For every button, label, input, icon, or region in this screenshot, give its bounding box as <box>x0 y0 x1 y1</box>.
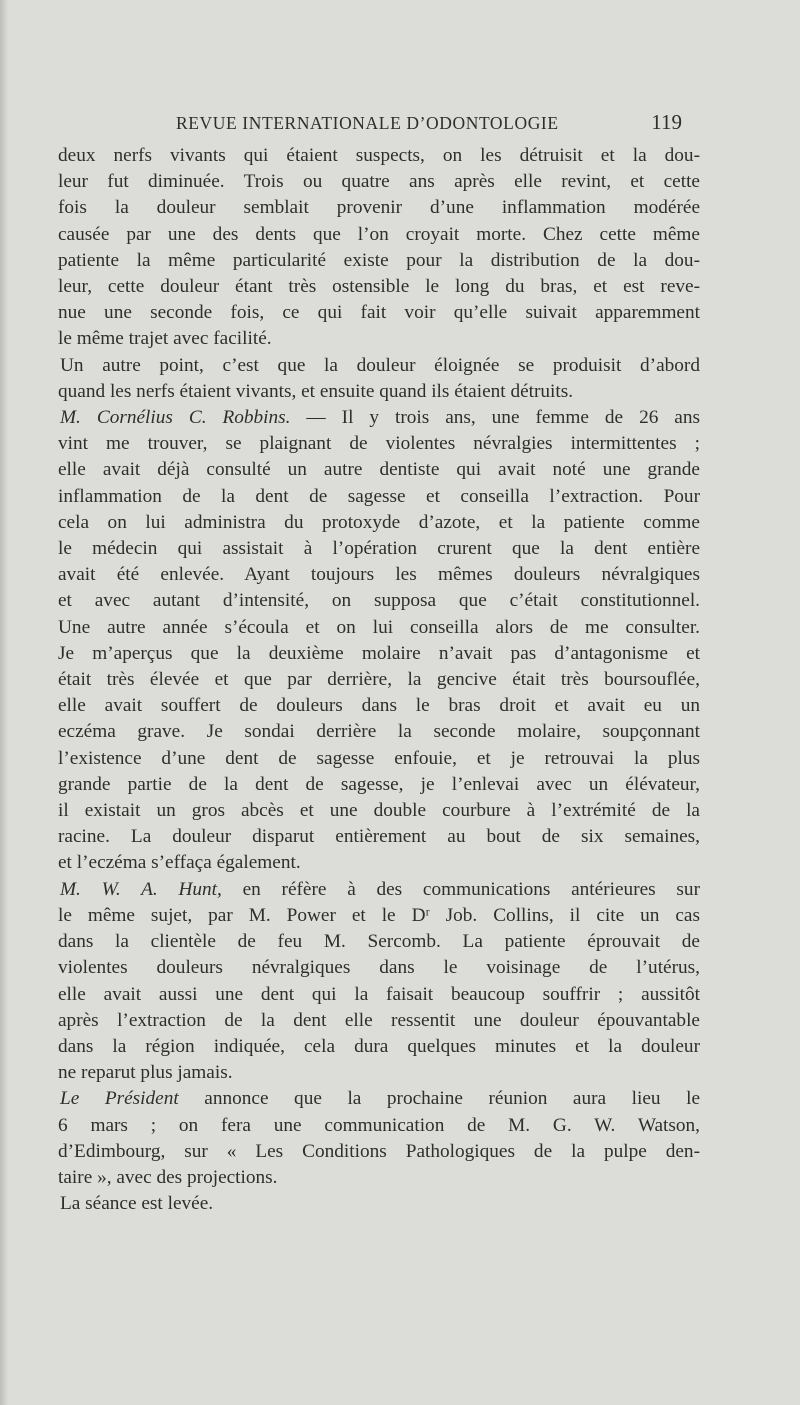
text-line: taire », avec des projections. <box>58 1166 278 1188</box>
text-line: avait été enlevée. Ayant toujours les mêmes douleurs névralgiques <box>58 564 700 586</box>
text-line: nue une seconde fois, ce qui fait voir qu’elle suivait apparemment <box>58 302 700 324</box>
text-line: quand les nerfs étaient vivants, et ensuite quand ils étaient détruits. <box>58 380 574 402</box>
text-line: et l’eczéma s’effaça également. <box>58 852 301 874</box>
text-line: vint me trouver, se plaignant de violentes névralgies intermittentes ; <box>58 433 700 455</box>
text-line: patiente la même particularité existe pour la distribution de la dou- <box>58 249 700 271</box>
text-line: elle avait souffert de douleurs dans le bras droit et avait eu un <box>58 695 700 717</box>
page-edge-shadow <box>0 0 8 1405</box>
speaker-name: M. Cornélius C. Robbins. <box>60 407 291 429</box>
text-line: dans la clientèle de feu M. Sercomb. La patiente éprouvait de <box>58 931 700 953</box>
page-number: 119 <box>651 110 682 134</box>
text-line: ne reparut plus jamais. <box>58 1062 233 1084</box>
text-line: le même trajet avec facilité. <box>58 328 272 350</box>
text-line: La séance est levée. <box>60 1193 214 1215</box>
text-line: Un autre point, c’est que la douleur éloignée se produisit d’abord <box>60 354 700 376</box>
text-line: il existait un gros abcès et une double courbure à l’extrémité de la <box>58 800 700 822</box>
text-line-rest: annonce que la prochaine réunion aura lieu le <box>178 1088 700 1110</box>
text-line: dans la région indiquée, cela dura quelques minutes et la douleur <box>58 1035 700 1057</box>
text-line: et avec autant d’intensité, on supposa que c’était constitutionnel. <box>58 590 700 612</box>
text-line-rest: en réfère à des communications antérieures sur <box>221 878 700 900</box>
text-line: 6 mars ; on fera une communication de M. G. W. Watson, <box>58 1114 700 1136</box>
text-line: deux nerfs vivants qui étaient suspects, on les détruisit et la dou- <box>58 145 700 166</box>
text-line <box>58 405 700 431</box>
text-line: elle avait déjà consulté un autre dentiste qui avait noté une grande <box>58 459 700 481</box>
text-line: elle avait aussi une dent qui la faisait beaucoup souffrir ; aussitôt <box>58 983 700 1005</box>
text-line-rest: — Il y trois ans, une femme de 26 ans <box>290 407 700 429</box>
text-line: l’existence d’une dent de sagesse enfouie, et je retrouvai la plus <box>58 747 700 769</box>
text-line: le même sujet, par M. Power et le Dʳ Job. Collins, il cite un cas <box>58 904 700 926</box>
speaker-name: M. W. A. Hunt, <box>60 878 222 900</box>
text-line: Je m’aperçus que la deuxième molaire n’avait pas d’antagonisme et <box>58 642 700 664</box>
text-line: leur, cette douleur étant très ostensible le long du bras, et est reve- <box>58 276 700 298</box>
text-line: causée par une des dents que l’on croyait morte. Chez cette même <box>58 223 700 245</box>
text-line: violentes douleurs névralgiques dans le voisinage de l’utérus, <box>58 957 700 979</box>
text-line: inflammation de la dent de sagesse et conseilla l’extraction. Pour <box>58 485 700 507</box>
text-line <box>58 877 700 903</box>
body-text <box>58 143 700 1217</box>
text-line: après l’extraction de la dent elle ressentit une douleur épouvantable <box>58 1009 700 1031</box>
text-line: était très élevée et que par derrière, la gencive était très boursouflée, <box>58 669 700 691</box>
speaker-name: Le Président <box>60 1088 179 1110</box>
text-line: le médecin qui assistait à l’opération crurent que la dent entière <box>58 538 700 560</box>
text-line: racine. La douleur disparut entièrement au bout de six semaines, <box>58 826 700 848</box>
text-line: fois la douleur semblait provenir d’une inflammation modérée <box>58 197 700 219</box>
text-line: grande partie de la dent de sagesse, je l’enlevai avec un élévateur, <box>58 773 700 795</box>
text-line: leur fut diminuée. Trois ou quatre ans après elle revint, et cette <box>58 171 700 193</box>
page-header <box>176 110 682 139</box>
text-line: cela on lui administra du protoxyde d’azote, et la patiente comme <box>58 511 700 533</box>
running-head: REVUE INTERNATIONALE D’ODONTOLOGIE <box>176 113 559 133</box>
text-line <box>58 1086 700 1112</box>
text-line: eczéma grave. Je sondai derrière la seconde molaire, soupçonnant <box>58 721 700 743</box>
text-line: Une autre année s’écoula et on lui conseilla alors de me consulter. <box>58 616 700 638</box>
text-line: d’Edimbourg, sur « Les Conditions Pathologiques de la pulpe den- <box>58 1140 700 1162</box>
